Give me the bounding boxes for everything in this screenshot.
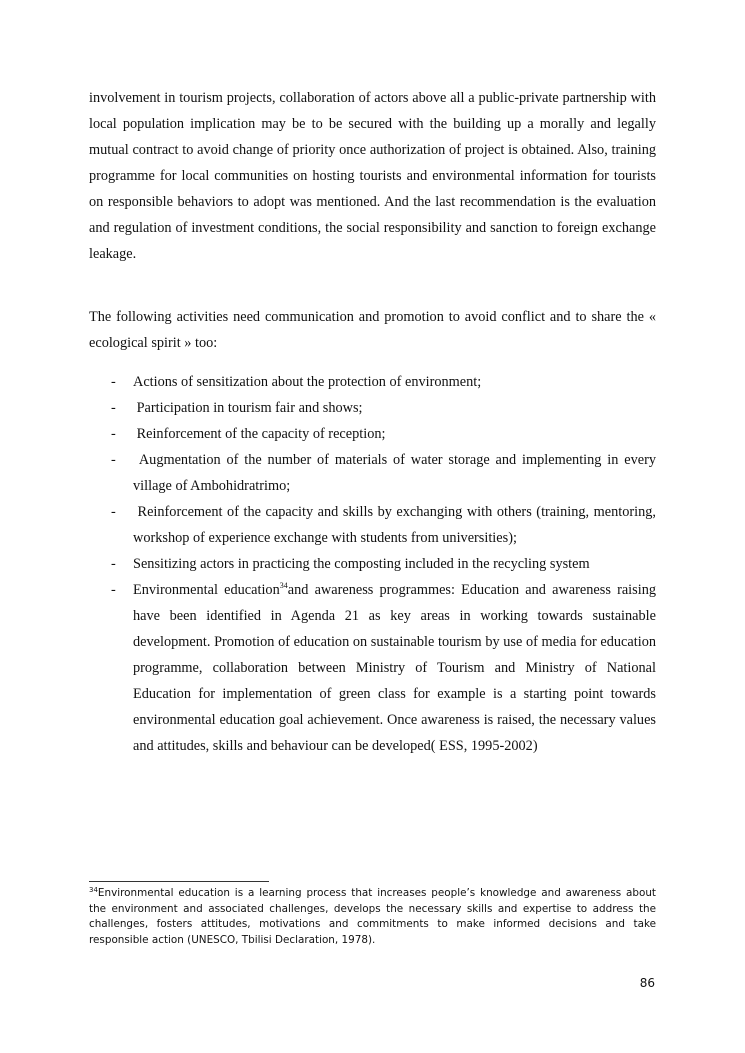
footnote-reference[interactable]: 34 xyxy=(279,581,288,590)
list-item-text: Actions of sensitization about the protection of environment; xyxy=(133,374,482,390)
page-number: 86 xyxy=(639,976,655,990)
list-item-text: Reinforcement of the capacity and skills by exchanging with others (training, mentoring, workshop of experience exchange with students from universities); xyxy=(133,504,656,546)
bullet-dash: - xyxy=(111,374,116,390)
bullet-dash: - xyxy=(111,556,116,572)
list-item-text: Sensitizing actors in practicing the composting included in the recycling system xyxy=(133,556,590,572)
list-item-text: Participation in tourism fair and shows; xyxy=(136,400,363,416)
bullet-dash: - xyxy=(111,582,116,598)
list-item xyxy=(89,395,656,421)
list-item-text: and awareness programmes: Education and awareness raising have been identified in Agenda 21 as key areas in working towards sustainable development. Promotion of education on sustainable tourism by use of media for education programme, collaboration between Ministry of Tourism and Ministry of National Education for implementation of green class for example is a starting point towards environmental education goal achievement. Once awareness is raised, the necessary values and attitudes, skills and behaviour can be developed( ESS, 1995-2002) xyxy=(133,582,656,754)
list-item xyxy=(89,447,656,499)
list-item xyxy=(89,499,656,551)
bullet-dash: - xyxy=(111,400,116,416)
footnote-number: 34 xyxy=(89,886,98,894)
footnote xyxy=(89,886,656,948)
list-item xyxy=(89,421,656,447)
list-item xyxy=(89,577,656,759)
footnote-text: Environmental education is a learning process that increases people’s knowledge and awareness about the environment and associated challenges, develops the necessary skills and expertise to address the challenges, fosters attitudes, motivations and commitments to make informed decisions and take responsible action (UNESCO, Tbilisi Declaration, 1978). xyxy=(89,887,656,946)
list-item-text: Augmentation of the number of materials of water storage and implementing in every village of Ambohidratrimo; xyxy=(133,452,656,494)
bullet-dash: - xyxy=(111,504,116,520)
footnote-divider xyxy=(89,881,269,882)
body-paragraph-2: The following activities need communication and promotion to avoid conflict and to share the « ecological spirit » too: xyxy=(89,309,656,351)
list-item-text: Reinforcement of the capacity of reception; xyxy=(136,426,386,442)
list-item xyxy=(89,551,656,577)
body-paragraph-1: involvement in tourism projects, collaboration of actors above all a public-private partnership with local population implication may be to be secured with the building up a morally and legally mutual contract to avoid change of priority once authorization of project is obtained. Also, training programme for local communities on hosting tourists and environmental information for tourists on responsible behaviors to adopt was mentioned. And the last recommendation is the evaluation and regulation of investment conditions, the social responsibility and sanction to foreign exchange leakage. xyxy=(89,90,656,262)
bullet-dash: - xyxy=(111,452,116,468)
activities-list xyxy=(89,369,656,759)
bullet-dash: - xyxy=(111,426,116,442)
list-item xyxy=(89,369,656,395)
list-item-text: Environmental education xyxy=(133,582,280,598)
